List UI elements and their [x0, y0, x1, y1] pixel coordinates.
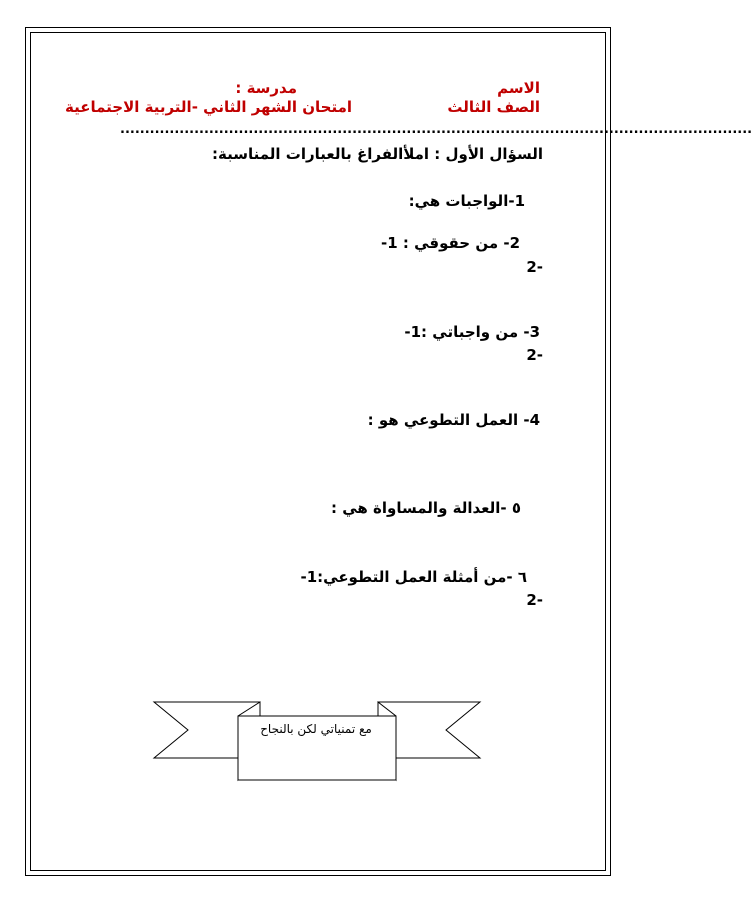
- item-4: 4- العمل التطوعي هو :: [367, 411, 540, 429]
- item-3: 3- من واجباتي :1-: [404, 323, 540, 341]
- name-line-dots: ................................................................................................................................: [120, 122, 752, 137]
- item-1: 1-الواجبات هي:: [408, 192, 525, 210]
- school-label: مدرسة :: [235, 79, 297, 97]
- banner-text: مع تمنياتي لكن بالنجاح: [260, 722, 372, 736]
- item-5: ٥ -العدالة والمساواة هي :: [331, 499, 521, 517]
- item-2: 2- من حقوقي : 1-: [380, 234, 520, 252]
- ribbon-banner: [152, 700, 482, 790]
- grade-label: الصف الثالث: [447, 98, 540, 116]
- item-6-line-2: -2: [526, 591, 543, 609]
- item-3-line-2: -2: [526, 346, 543, 364]
- name-label: الاسم: [497, 79, 540, 97]
- question-title: السؤال الأول : املأالفراغ بالعبارات المناسبة:: [212, 145, 543, 163]
- item-2-line-2: -2: [526, 258, 543, 276]
- item-6: ٦ -من أمثلة العمل التطوعي:1-: [300, 568, 527, 586]
- exam-title: امتحان الشهر الثاني -التربية الاجتماعية: [65, 98, 352, 116]
